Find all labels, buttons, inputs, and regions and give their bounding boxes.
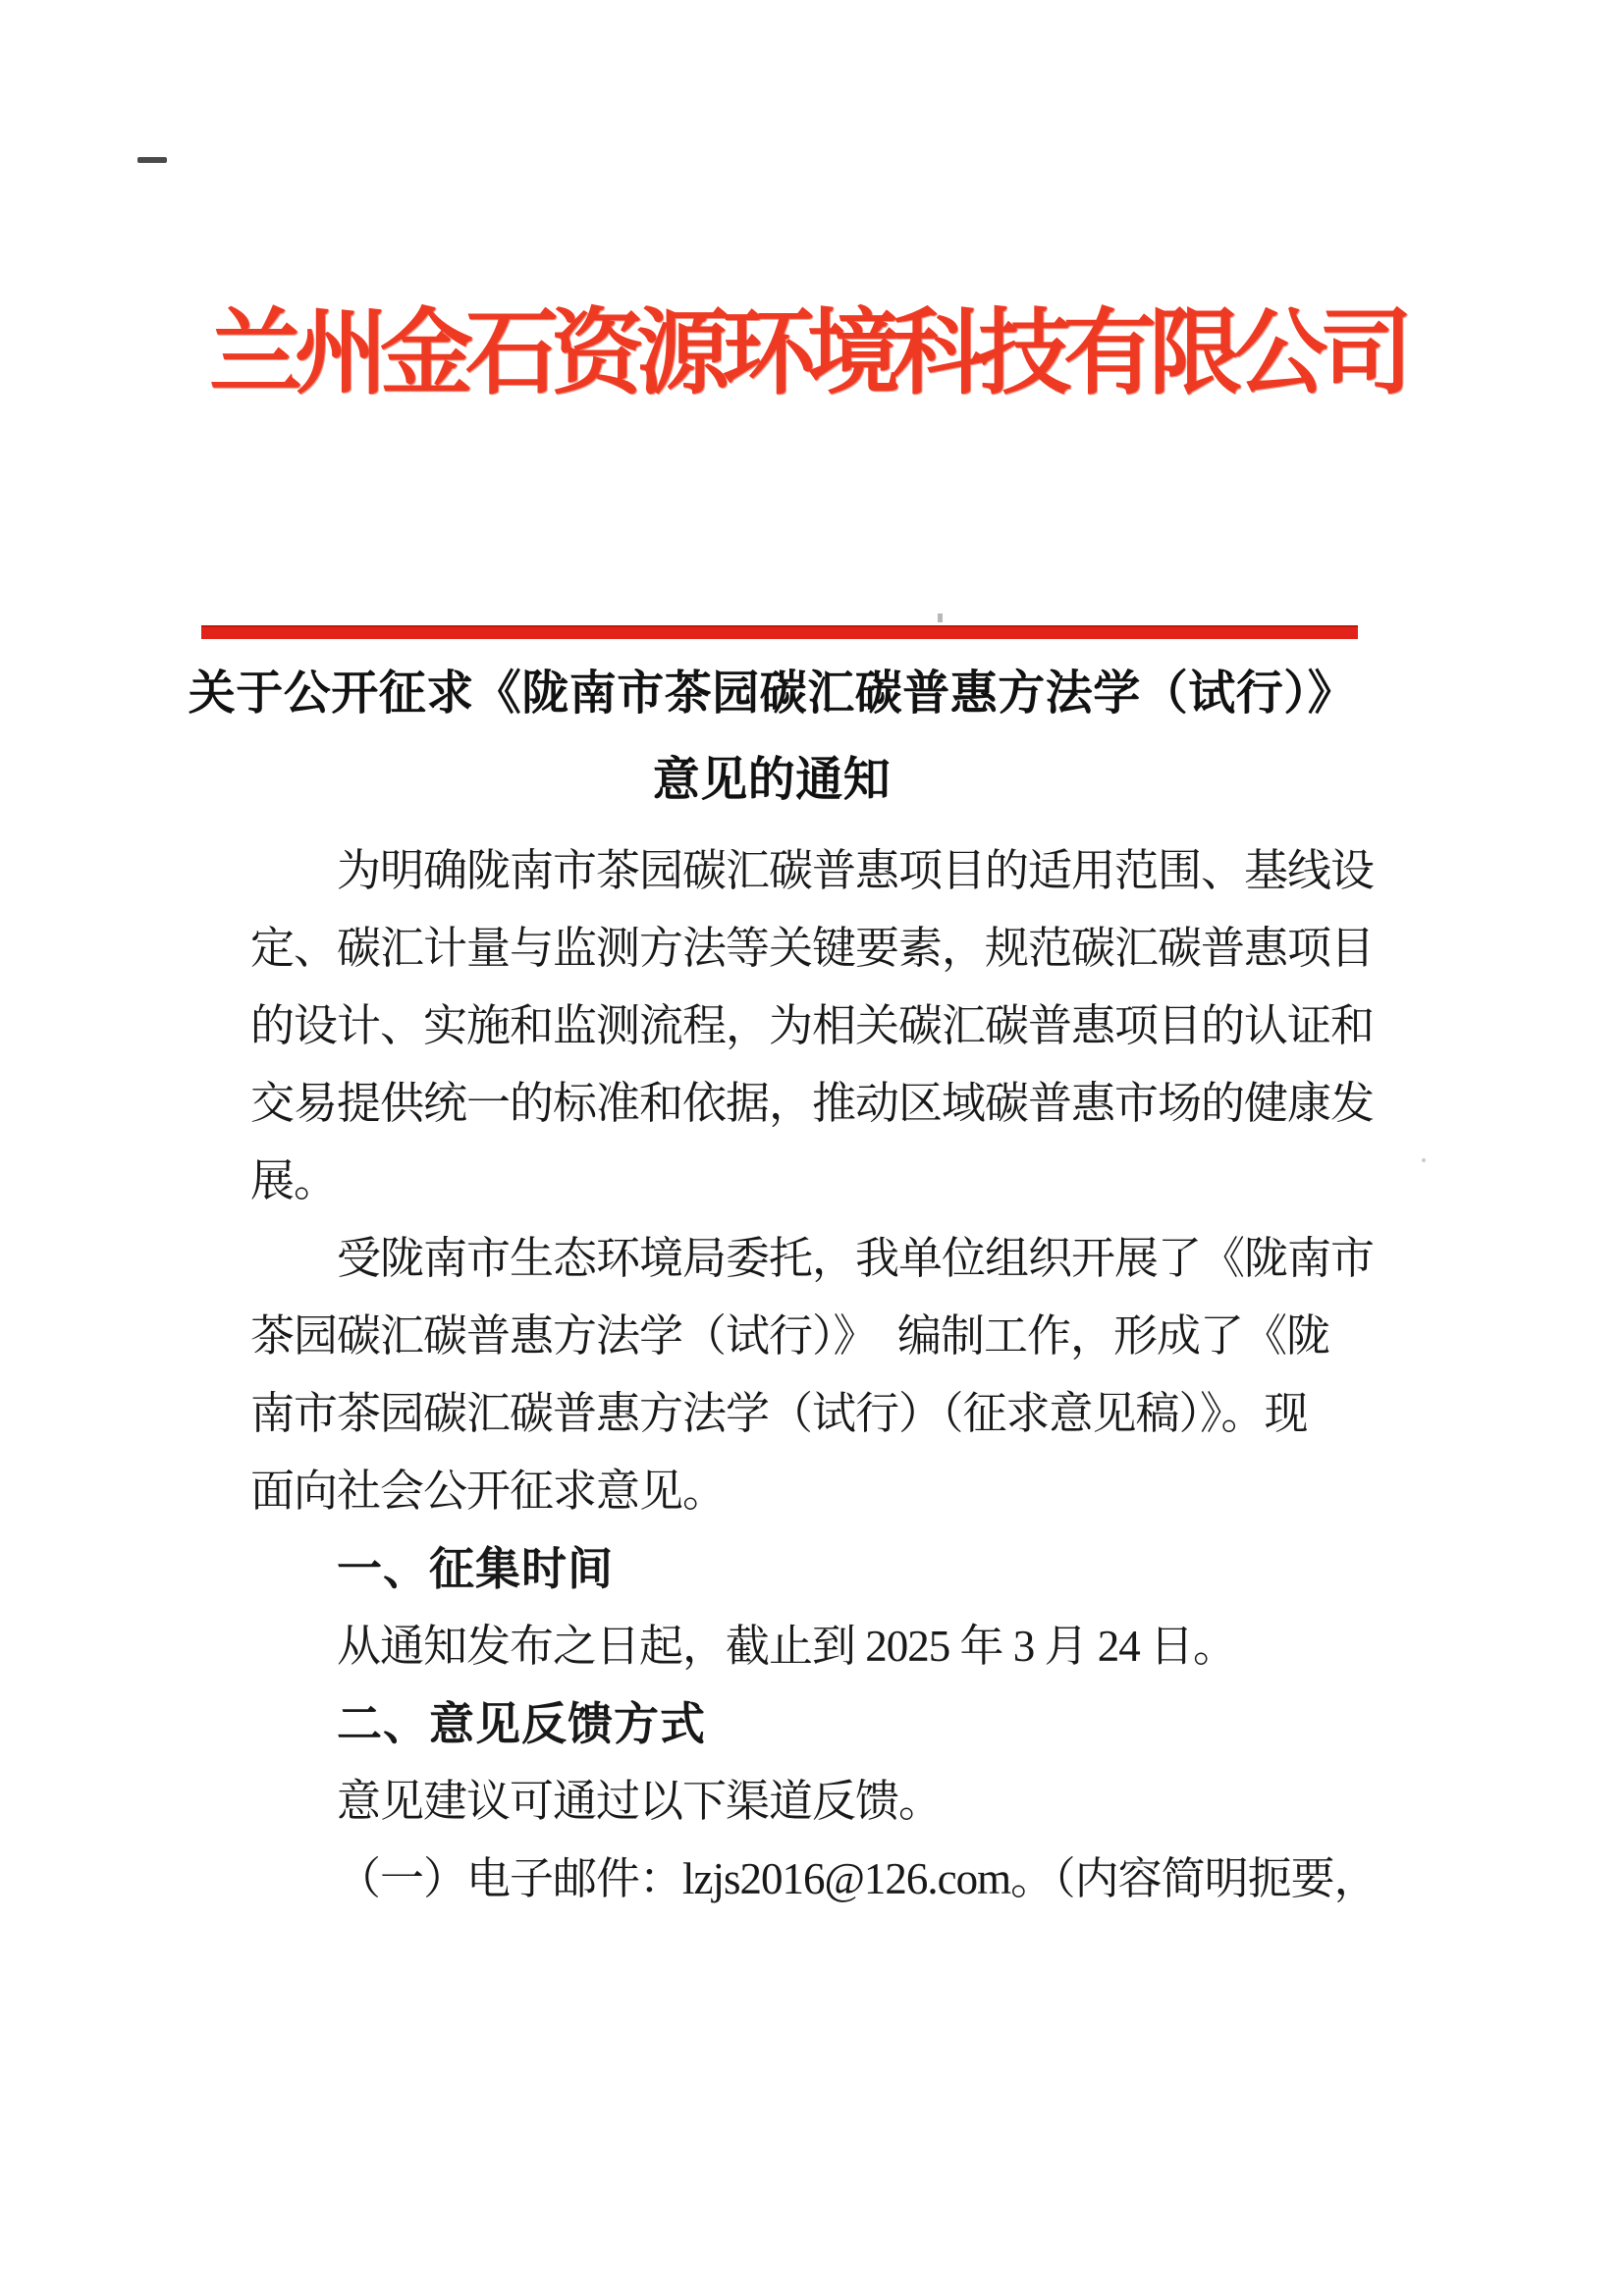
body-line: 展。 — [250, 1156, 338, 1205]
section-heading: 一、征集时间 — [337, 1543, 614, 1594]
body-line: 意见建议可通过以下渠道反馈。 — [337, 1777, 943, 1826]
section-heading: 二、意见反馈方式 — [337, 1698, 706, 1749]
notice-body — [250, 832, 1389, 1918]
body-line: 定、碳汇计量与监测方法等关键要素，规范碳汇碳普惠项目 — [250, 924, 1375, 973]
notice-title — [183, 651, 1361, 824]
letterhead-red-divider — [201, 625, 1358, 639]
scan-speck — [1422, 1158, 1426, 1162]
scan-speck — [938, 614, 943, 622]
body-line: 为明确陇南市茶园碳汇碳普惠项目的适用范围、基线设 — [337, 846, 1375, 895]
notice-title-line-1: 关于公开征求《陇南市茶园碳汇碳普惠方法学（试行）》 — [188, 667, 1356, 720]
body-line: 面向社会公开征求意见。 — [250, 1467, 727, 1516]
body-line: 从通知发布之日起，截止到 2025 年 3 月 24 日。 — [337, 1622, 1237, 1671]
scan-speck — [137, 157, 167, 163]
body-line: 茶园碳汇碳普惠方法学（试行）》 编制工作，形成了《陇 — [250, 1311, 1330, 1361]
body-line: 受陇南市生态环境局委托，我单位组织开展了《陇南市 — [337, 1234, 1375, 1283]
body-line: 交易提供统一的标准和依据，推动区域碳普惠市场的健康发 — [250, 1079, 1375, 1128]
letterhead-company-name: 兰州金石资源环境科技有限公司 — [209, 301, 1406, 405]
body-line: 的设计、实施和监测流程，为相关碳汇碳普惠项目的认证和 — [250, 1001, 1375, 1050]
notice-title-line-2: 意见的通知 — [652, 754, 892, 806]
body-line: 南市茶园碳汇碳普惠方法学（试行）（征求意见稿）》。现 — [250, 1389, 1308, 1438]
body-line: （一）电子邮件：lzjs2016@126.com。（内容简明扼要， — [337, 1854, 1378, 1903]
